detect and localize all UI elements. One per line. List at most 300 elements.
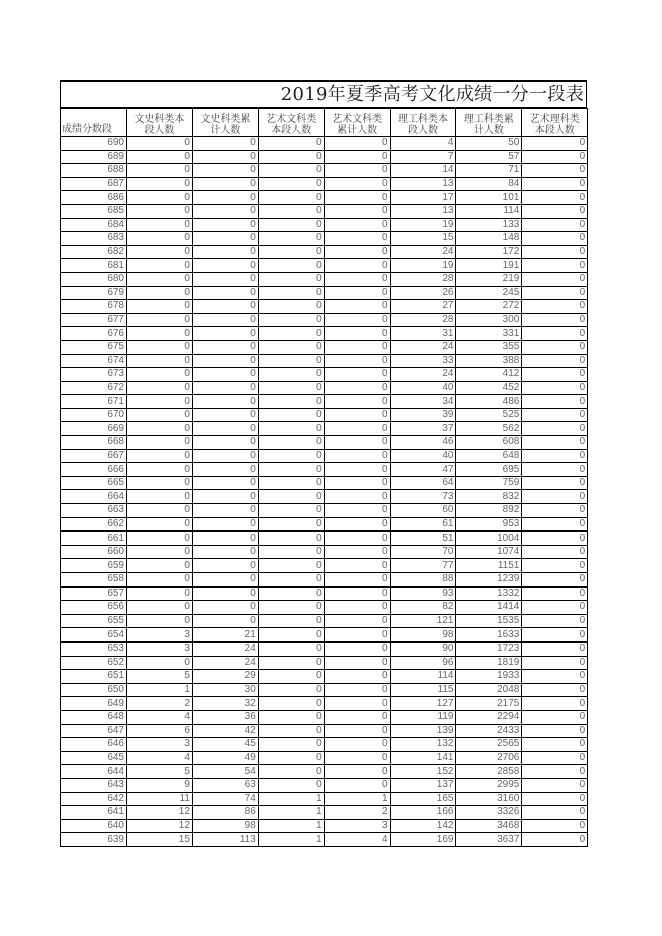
cell-art-science-segment[interactable]: 0 xyxy=(522,517,588,531)
cell-score[interactable]: 648 xyxy=(61,710,127,724)
cell-art-liberal-segment[interactable]: 0 xyxy=(258,587,324,601)
cell-art-liberal-segment[interactable]: 0 xyxy=(258,476,324,490)
cell-liberal-arts-segment[interactable]: 0 xyxy=(127,218,193,232)
cell-art-liberal-segment[interactable]: 0 xyxy=(258,724,324,738)
cell-science-segment[interactable]: 132 xyxy=(390,738,456,752)
header-art-liberal-cumulative[interactable]: 艺术文科类 累计人数 xyxy=(324,109,390,137)
cell-score[interactable]: 659 xyxy=(61,559,127,573)
cell-score[interactable]: 671 xyxy=(61,395,127,409)
cell-liberal-arts-cumulative[interactable]: 0 xyxy=(192,245,258,259)
cell-art-liberal-segment[interactable]: 0 xyxy=(258,422,324,436)
cell-liberal-arts-cumulative[interactable]: 0 xyxy=(192,259,258,273)
cell-score[interactable]: 690 xyxy=(61,137,127,151)
cell-liberal-arts-cumulative[interactable]: 0 xyxy=(192,218,258,232)
cell-science-cumulative[interactable]: 3160 xyxy=(456,792,522,806)
cell-science-segment[interactable]: 4 xyxy=(390,137,456,151)
cell-art-liberal-cumulative[interactable]: 0 xyxy=(324,751,390,765)
cell-science-segment[interactable]: 139 xyxy=(390,724,456,738)
cell-liberal-arts-segment[interactable]: 0 xyxy=(127,191,193,205)
cell-liberal-arts-segment[interactable]: 0 xyxy=(127,381,193,395)
cell-science-cumulative[interactable]: 1332 xyxy=(456,587,522,601)
cell-score[interactable]: 673 xyxy=(61,368,127,382)
cell-liberal-arts-segment[interactable]: 5 xyxy=(127,670,193,684)
cell-art-science-segment[interactable]: 0 xyxy=(522,587,588,601)
cell-art-science-segment[interactable]: 0 xyxy=(522,286,588,300)
cell-art-science-segment[interactable]: 0 xyxy=(522,531,588,545)
cell-science-segment[interactable]: 37 xyxy=(390,422,456,436)
cell-art-science-segment[interactable]: 0 xyxy=(522,614,588,628)
cell-score[interactable]: 685 xyxy=(61,204,127,218)
cell-liberal-arts-cumulative[interactable]: 0 xyxy=(192,150,258,164)
cell-art-liberal-segment[interactable]: 0 xyxy=(258,628,324,642)
cell-art-liberal-cumulative[interactable]: 0 xyxy=(324,177,390,191)
cell-art-liberal-cumulative[interactable]: 0 xyxy=(324,601,390,615)
cell-science-cumulative[interactable]: 1151 xyxy=(456,559,522,573)
cell-art-science-segment[interactable]: 0 xyxy=(522,724,588,738)
cell-liberal-arts-cumulative[interactable]: 24 xyxy=(192,642,258,656)
cell-art-science-segment[interactable]: 0 xyxy=(522,368,588,382)
cell-art-liberal-cumulative[interactable]: 0 xyxy=(324,204,390,218)
cell-art-liberal-cumulative[interactable]: 0 xyxy=(324,137,390,151)
cell-score[interactable]: 667 xyxy=(61,449,127,463)
cell-liberal-arts-cumulative[interactable]: 0 xyxy=(192,381,258,395)
cell-science-segment[interactable]: 77 xyxy=(390,559,456,573)
cell-liberal-arts-segment[interactable]: 0 xyxy=(127,232,193,246)
cell-liberal-arts-cumulative[interactable]: 63 xyxy=(192,778,258,792)
cell-art-science-segment[interactable]: 0 xyxy=(522,259,588,273)
cell-science-segment[interactable]: 47 xyxy=(390,463,456,477)
cell-score[interactable]: 639 xyxy=(61,833,127,847)
cell-art-science-segment[interactable]: 0 xyxy=(522,340,588,354)
cell-science-cumulative[interactable]: 300 xyxy=(456,313,522,327)
cell-score[interactable]: 649 xyxy=(61,697,127,711)
cell-art-liberal-segment[interactable]: 0 xyxy=(258,504,324,518)
cell-liberal-arts-segment[interactable]: 12 xyxy=(127,819,193,833)
cell-art-science-segment[interactable]: 0 xyxy=(522,476,588,490)
cell-science-cumulative[interactable]: 84 xyxy=(456,177,522,191)
cell-art-liberal-segment[interactable]: 0 xyxy=(258,286,324,300)
cell-liberal-arts-cumulative[interactable]: 0 xyxy=(192,272,258,286)
cell-science-segment[interactable]: 40 xyxy=(390,449,456,463)
cell-art-science-segment[interactable]: 0 xyxy=(522,204,588,218)
cell-science-cumulative[interactable]: 2706 xyxy=(456,751,522,765)
cell-science-cumulative[interactable]: 1723 xyxy=(456,642,522,656)
cell-science-segment[interactable]: 90 xyxy=(390,642,456,656)
cell-liberal-arts-segment[interactable]: 11 xyxy=(127,792,193,806)
cell-liberal-arts-segment[interactable]: 0 xyxy=(127,164,193,178)
cell-liberal-arts-segment[interactable]: 6 xyxy=(127,724,193,738)
cell-art-science-segment[interactable]: 0 xyxy=(522,177,588,191)
cell-art-liberal-cumulative[interactable]: 0 xyxy=(324,490,390,504)
cell-liberal-arts-segment[interactable]: 0 xyxy=(127,422,193,436)
cell-score[interactable]: 687 xyxy=(61,177,127,191)
cell-liberal-arts-segment[interactable]: 15 xyxy=(127,833,193,847)
cell-art-liberal-cumulative[interactable]: 4 xyxy=(324,833,390,847)
cell-science-cumulative[interactable]: 3326 xyxy=(456,806,522,820)
cell-liberal-arts-segment[interactable]: 1 xyxy=(127,683,193,697)
cell-science-cumulative[interactable]: 452 xyxy=(456,381,522,395)
cell-art-liberal-cumulative[interactable]: 3 xyxy=(324,819,390,833)
cell-art-liberal-cumulative[interactable]: 2 xyxy=(324,806,390,820)
cell-liberal-arts-segment[interactable]: 3 xyxy=(127,628,193,642)
cell-art-liberal-segment[interactable]: 0 xyxy=(258,232,324,246)
cell-score[interactable]: 658 xyxy=(61,573,127,587)
cell-liberal-arts-cumulative[interactable]: 49 xyxy=(192,751,258,765)
cell-art-liberal-cumulative[interactable]: 0 xyxy=(324,422,390,436)
cell-score[interactable]: 676 xyxy=(61,327,127,341)
cell-science-segment[interactable]: 137 xyxy=(390,778,456,792)
cell-liberal-arts-segment[interactable]: 0 xyxy=(127,587,193,601)
cell-liberal-arts-segment[interactable]: 0 xyxy=(127,531,193,545)
cell-art-liberal-cumulative[interactable]: 0 xyxy=(324,587,390,601)
cell-art-liberal-cumulative[interactable]: 0 xyxy=(324,559,390,573)
cell-liberal-arts-segment[interactable]: 0 xyxy=(127,354,193,368)
cell-science-cumulative[interactable]: 486 xyxy=(456,395,522,409)
cell-liberal-arts-segment[interactable]: 4 xyxy=(127,751,193,765)
cell-art-liberal-cumulative[interactable]: 0 xyxy=(324,191,390,205)
cell-score[interactable]: 675 xyxy=(61,340,127,354)
cell-science-cumulative[interactable]: 1933 xyxy=(456,670,522,684)
cell-art-liberal-segment[interactable]: 0 xyxy=(258,137,324,151)
cell-score[interactable]: 677 xyxy=(61,313,127,327)
cell-art-science-segment[interactable]: 0 xyxy=(522,751,588,765)
cell-art-liberal-cumulative[interactable]: 0 xyxy=(324,517,390,531)
cell-science-cumulative[interactable]: 2048 xyxy=(456,683,522,697)
cell-art-science-segment[interactable]: 0 xyxy=(522,164,588,178)
cell-art-liberal-cumulative[interactable]: 0 xyxy=(324,272,390,286)
cell-liberal-arts-segment[interactable]: 9 xyxy=(127,778,193,792)
cell-art-liberal-cumulative[interactable]: 0 xyxy=(324,300,390,314)
cell-score[interactable]: 650 xyxy=(61,683,127,697)
cell-science-segment[interactable]: 96 xyxy=(390,656,456,670)
cell-science-segment[interactable]: 40 xyxy=(390,381,456,395)
cell-art-liberal-cumulative[interactable]: 0 xyxy=(324,327,390,341)
cell-science-segment[interactable]: 28 xyxy=(390,313,456,327)
cell-art-liberal-segment[interactable]: 0 xyxy=(258,642,324,656)
cell-liberal-arts-segment[interactable]: 0 xyxy=(127,259,193,273)
cell-science-segment[interactable]: 119 xyxy=(390,710,456,724)
cell-art-science-segment[interactable]: 0 xyxy=(522,738,588,752)
cell-liberal-arts-cumulative[interactable]: 0 xyxy=(192,422,258,436)
cell-liberal-arts-segment[interactable]: 0 xyxy=(127,490,193,504)
cell-art-science-segment[interactable]: 0 xyxy=(522,545,588,559)
cell-art-liberal-segment[interactable]: 0 xyxy=(258,656,324,670)
cell-score[interactable]: 641 xyxy=(61,806,127,820)
cell-art-liberal-cumulative[interactable]: 0 xyxy=(324,545,390,559)
cell-art-science-segment[interactable]: 0 xyxy=(522,683,588,697)
cell-liberal-arts-segment[interactable]: 4 xyxy=(127,710,193,724)
cell-score[interactable]: 668 xyxy=(61,436,127,450)
cell-liberal-arts-segment[interactable]: 0 xyxy=(127,204,193,218)
cell-art-liberal-segment[interactable]: 0 xyxy=(258,259,324,273)
cell-art-liberal-cumulative[interactable]: 0 xyxy=(324,150,390,164)
cell-liberal-arts-cumulative[interactable]: 0 xyxy=(192,395,258,409)
cell-science-cumulative[interactable]: 953 xyxy=(456,517,522,531)
cell-score[interactable]: 679 xyxy=(61,286,127,300)
cell-liberal-arts-segment[interactable]: 0 xyxy=(127,340,193,354)
cell-art-science-segment[interactable]: 0 xyxy=(522,710,588,724)
cell-art-liberal-cumulative[interactable]: 0 xyxy=(324,259,390,273)
cell-liberal-arts-cumulative[interactable]: 54 xyxy=(192,765,258,779)
cell-score[interactable]: 651 xyxy=(61,670,127,684)
cell-liberal-arts-segment[interactable]: 0 xyxy=(127,408,193,422)
cell-liberal-arts-segment[interactable]: 0 xyxy=(127,601,193,615)
cell-art-liberal-cumulative[interactable]: 0 xyxy=(324,449,390,463)
cell-liberal-arts-cumulative[interactable]: 0 xyxy=(192,327,258,341)
cell-science-segment[interactable]: 28 xyxy=(390,272,456,286)
cell-liberal-arts-cumulative[interactable]: 0 xyxy=(192,614,258,628)
cell-liberal-arts-cumulative[interactable]: 42 xyxy=(192,724,258,738)
cell-science-segment[interactable]: 61 xyxy=(390,517,456,531)
cell-science-cumulative[interactable]: 148 xyxy=(456,232,522,246)
cell-art-liberal-segment[interactable]: 0 xyxy=(258,354,324,368)
cell-science-segment[interactable]: 27 xyxy=(390,300,456,314)
cell-liberal-arts-cumulative[interactable]: 0 xyxy=(192,449,258,463)
cell-science-segment[interactable]: 64 xyxy=(390,476,456,490)
cell-liberal-arts-cumulative[interactable]: 0 xyxy=(192,232,258,246)
cell-science-cumulative[interactable]: 2565 xyxy=(456,738,522,752)
cell-art-science-segment[interactable]: 0 xyxy=(522,642,588,656)
cell-art-science-segment[interactable]: 0 xyxy=(522,601,588,615)
cell-art-liberal-cumulative[interactable]: 0 xyxy=(324,724,390,738)
cell-score[interactable]: 674 xyxy=(61,354,127,368)
cell-score[interactable]: 678 xyxy=(61,300,127,314)
cell-art-science-segment[interactable]: 0 xyxy=(522,573,588,587)
header-score-range[interactable]: 成绩分数段 xyxy=(61,109,127,137)
cell-science-cumulative[interactable]: 71 xyxy=(456,164,522,178)
cell-score[interactable]: 643 xyxy=(61,778,127,792)
cell-science-segment[interactable]: 24 xyxy=(390,245,456,259)
cell-liberal-arts-cumulative[interactable]: 0 xyxy=(192,601,258,615)
cell-liberal-arts-segment[interactable]: 0 xyxy=(127,449,193,463)
header-science-segment[interactable]: 理工科类本 段人数 xyxy=(390,109,456,137)
cell-art-liberal-cumulative[interactable]: 0 xyxy=(324,408,390,422)
cell-science-cumulative[interactable]: 1819 xyxy=(456,656,522,670)
cell-art-liberal-segment[interactable]: 0 xyxy=(258,204,324,218)
cell-science-segment[interactable]: 98 xyxy=(390,628,456,642)
cell-score[interactable]: 664 xyxy=(61,490,127,504)
cell-art-liberal-cumulative[interactable]: 0 xyxy=(324,628,390,642)
cell-science-segment[interactable]: 142 xyxy=(390,819,456,833)
cell-science-cumulative[interactable]: 608 xyxy=(456,436,522,450)
cell-liberal-arts-cumulative[interactable]: 32 xyxy=(192,697,258,711)
cell-art-liberal-segment[interactable]: 0 xyxy=(258,449,324,463)
cell-art-science-segment[interactable]: 0 xyxy=(522,697,588,711)
cell-score[interactable]: 661 xyxy=(61,531,127,545)
cell-score[interactable]: 662 xyxy=(61,517,127,531)
cell-art-science-segment[interactable]: 0 xyxy=(522,137,588,151)
cell-art-liberal-cumulative[interactable]: 0 xyxy=(324,765,390,779)
cell-liberal-arts-cumulative[interactable]: 0 xyxy=(192,204,258,218)
cell-art-liberal-segment[interactable]: 0 xyxy=(258,436,324,450)
cell-art-liberal-segment[interactable]: 0 xyxy=(258,272,324,286)
cell-score[interactable]: 646 xyxy=(61,738,127,752)
cell-score[interactable]: 645 xyxy=(61,751,127,765)
header-science-cumulative[interactable]: 理工科类累 计人数 xyxy=(456,109,522,137)
cell-liberal-arts-segment[interactable]: 0 xyxy=(127,504,193,518)
cell-science-cumulative[interactable]: 2175 xyxy=(456,697,522,711)
cell-art-liberal-cumulative[interactable]: 0 xyxy=(324,504,390,518)
cell-science-cumulative[interactable]: 1074 xyxy=(456,545,522,559)
cell-score[interactable]: 682 xyxy=(61,245,127,259)
cell-liberal-arts-cumulative[interactable]: 30 xyxy=(192,683,258,697)
cell-art-science-segment[interactable]: 0 xyxy=(522,354,588,368)
cell-science-segment[interactable]: 152 xyxy=(390,765,456,779)
cell-art-liberal-cumulative[interactable]: 0 xyxy=(324,164,390,178)
cell-score[interactable]: 669 xyxy=(61,422,127,436)
cell-score[interactable]: 663 xyxy=(61,504,127,518)
cell-science-cumulative[interactable]: 355 xyxy=(456,340,522,354)
cell-liberal-arts-segment[interactable]: 0 xyxy=(127,177,193,191)
cell-science-cumulative[interactable]: 2433 xyxy=(456,724,522,738)
cell-liberal-arts-cumulative[interactable]: 0 xyxy=(192,531,258,545)
cell-science-cumulative[interactable]: 832 xyxy=(456,490,522,504)
cell-art-science-segment[interactable]: 0 xyxy=(522,792,588,806)
cell-art-science-segment[interactable]: 0 xyxy=(522,408,588,422)
cell-liberal-arts-cumulative[interactable]: 0 xyxy=(192,436,258,450)
cell-score[interactable]: 686 xyxy=(61,191,127,205)
cell-liberal-arts-cumulative[interactable]: 74 xyxy=(192,792,258,806)
cell-liberal-arts-segment[interactable]: 0 xyxy=(127,559,193,573)
cell-art-liberal-segment[interactable]: 0 xyxy=(258,751,324,765)
cell-art-liberal-segment[interactable]: 0 xyxy=(258,327,324,341)
cell-art-liberal-cumulative[interactable]: 0 xyxy=(324,368,390,382)
cell-science-segment[interactable]: 7 xyxy=(390,150,456,164)
cell-score[interactable]: 654 xyxy=(61,628,127,642)
cell-liberal-arts-segment[interactable]: 0 xyxy=(127,300,193,314)
cell-liberal-arts-cumulative[interactable]: 0 xyxy=(192,587,258,601)
cell-art-liberal-cumulative[interactable]: 0 xyxy=(324,683,390,697)
cell-liberal-arts-cumulative[interactable]: 0 xyxy=(192,545,258,559)
cell-liberal-arts-segment[interactable]: 3 xyxy=(127,642,193,656)
cell-art-liberal-segment[interactable]: 0 xyxy=(258,614,324,628)
cell-science-cumulative[interactable]: 695 xyxy=(456,463,522,477)
cell-science-cumulative[interactable]: 245 xyxy=(456,286,522,300)
cell-art-liberal-segment[interactable]: 0 xyxy=(258,559,324,573)
cell-liberal-arts-cumulative[interactable]: 0 xyxy=(192,313,258,327)
cell-science-cumulative[interactable]: 1633 xyxy=(456,628,522,642)
cell-art-liberal-segment[interactable]: 0 xyxy=(258,765,324,779)
cell-science-cumulative[interactable]: 759 xyxy=(456,476,522,490)
cell-science-segment[interactable]: 165 xyxy=(390,792,456,806)
cell-liberal-arts-segment[interactable]: 0 xyxy=(127,286,193,300)
cell-liberal-arts-cumulative[interactable]: 0 xyxy=(192,368,258,382)
cell-liberal-arts-cumulative[interactable]: 0 xyxy=(192,559,258,573)
cell-liberal-arts-segment[interactable]: 3 xyxy=(127,738,193,752)
cell-art-liberal-segment[interactable]: 1 xyxy=(258,792,324,806)
cell-liberal-arts-cumulative[interactable]: 0 xyxy=(192,504,258,518)
cell-art-liberal-segment[interactable]: 0 xyxy=(258,164,324,178)
cell-science-segment[interactable]: 15 xyxy=(390,232,456,246)
cell-liberal-arts-segment[interactable]: 0 xyxy=(127,272,193,286)
cell-score[interactable]: 684 xyxy=(61,218,127,232)
cell-liberal-arts-cumulative[interactable]: 0 xyxy=(192,408,258,422)
cell-liberal-arts-cumulative[interactable]: 24 xyxy=(192,656,258,670)
cell-science-cumulative[interactable]: 172 xyxy=(456,245,522,259)
cell-science-segment[interactable]: 31 xyxy=(390,327,456,341)
cell-score[interactable]: 660 xyxy=(61,545,127,559)
cell-science-cumulative[interactable]: 1004 xyxy=(456,531,522,545)
cell-science-segment[interactable]: 14 xyxy=(390,164,456,178)
cell-liberal-arts-cumulative[interactable]: 0 xyxy=(192,463,258,477)
cell-liberal-arts-cumulative[interactable]: 0 xyxy=(192,476,258,490)
cell-score[interactable]: 657 xyxy=(61,587,127,601)
cell-art-science-segment[interactable]: 0 xyxy=(522,765,588,779)
cell-science-cumulative[interactable]: 388 xyxy=(456,354,522,368)
cell-art-liberal-cumulative[interactable]: 0 xyxy=(324,354,390,368)
cell-liberal-arts-segment[interactable]: 0 xyxy=(127,463,193,477)
cell-art-science-segment[interactable]: 0 xyxy=(522,490,588,504)
cell-science-cumulative[interactable]: 331 xyxy=(456,327,522,341)
cell-science-cumulative[interactable]: 2294 xyxy=(456,710,522,724)
cell-science-segment[interactable]: 24 xyxy=(390,340,456,354)
cell-science-segment[interactable]: 46 xyxy=(390,436,456,450)
cell-art-liberal-cumulative[interactable]: 0 xyxy=(324,232,390,246)
cell-art-liberal-segment[interactable]: 0 xyxy=(258,697,324,711)
cell-score[interactable]: 683 xyxy=(61,232,127,246)
cell-art-liberal-segment[interactable]: 0 xyxy=(258,490,324,504)
cell-science-segment[interactable]: 141 xyxy=(390,751,456,765)
cell-art-liberal-segment[interactable]: 0 xyxy=(258,531,324,545)
cell-liberal-arts-cumulative[interactable]: 113 xyxy=(192,833,258,847)
cell-science-segment[interactable]: 169 xyxy=(390,833,456,847)
cell-art-science-segment[interactable]: 0 xyxy=(522,504,588,518)
cell-art-liberal-cumulative[interactable]: 0 xyxy=(324,531,390,545)
cell-art-liberal-segment[interactable]: 1 xyxy=(258,806,324,820)
cell-liberal-arts-cumulative[interactable]: 0 xyxy=(192,517,258,531)
cell-score[interactable]: 640 xyxy=(61,819,127,833)
cell-science-cumulative[interactable]: 1535 xyxy=(456,614,522,628)
cell-liberal-arts-segment[interactable]: 0 xyxy=(127,137,193,151)
cell-science-segment[interactable]: 17 xyxy=(390,191,456,205)
cell-art-liberal-segment[interactable]: 0 xyxy=(258,778,324,792)
cell-liberal-arts-cumulative[interactable]: 0 xyxy=(192,191,258,205)
cell-art-science-segment[interactable]: 0 xyxy=(522,218,588,232)
cell-liberal-arts-cumulative[interactable]: 0 xyxy=(192,164,258,178)
cell-science-segment[interactable]: 127 xyxy=(390,697,456,711)
cell-art-science-segment[interactable]: 0 xyxy=(522,245,588,259)
cell-science-segment[interactable]: 13 xyxy=(390,177,456,191)
cell-science-segment[interactable]: 70 xyxy=(390,545,456,559)
cell-score[interactable]: 672 xyxy=(61,381,127,395)
cell-art-science-segment[interactable]: 0 xyxy=(522,381,588,395)
cell-score[interactable]: 653 xyxy=(61,642,127,656)
cell-art-science-segment[interactable]: 0 xyxy=(522,656,588,670)
cell-art-liberal-segment[interactable]: 0 xyxy=(258,738,324,752)
cell-science-segment[interactable]: 33 xyxy=(390,354,456,368)
cell-art-liberal-segment[interactable]: 1 xyxy=(258,833,324,847)
cell-science-cumulative[interactable]: 219 xyxy=(456,272,522,286)
cell-score[interactable]: 681 xyxy=(61,259,127,273)
header-liberal-arts-cumulative[interactable]: 文史科类累 计人数 xyxy=(192,109,258,137)
cell-art-liberal-segment[interactable]: 0 xyxy=(258,601,324,615)
cell-art-liberal-segment[interactable]: 0 xyxy=(258,191,324,205)
cell-score[interactable]: 665 xyxy=(61,476,127,490)
cell-science-segment[interactable]: 13 xyxy=(390,204,456,218)
cell-liberal-arts-cumulative[interactable]: 98 xyxy=(192,819,258,833)
cell-liberal-arts-segment[interactable]: 0 xyxy=(127,245,193,259)
cell-art-science-segment[interactable]: 0 xyxy=(522,806,588,820)
cell-science-segment[interactable]: 73 xyxy=(390,490,456,504)
cell-science-segment[interactable]: 93 xyxy=(390,587,456,601)
cell-science-segment[interactable]: 26 xyxy=(390,286,456,300)
cell-art-science-segment[interactable]: 0 xyxy=(522,819,588,833)
cell-liberal-arts-segment[interactable]: 2 xyxy=(127,697,193,711)
cell-art-science-segment[interactable]: 0 xyxy=(522,422,588,436)
cell-liberal-arts-segment[interactable]: 0 xyxy=(127,545,193,559)
cell-art-liberal-cumulative[interactable]: 0 xyxy=(324,340,390,354)
cell-science-cumulative[interactable]: 1239 xyxy=(456,573,522,587)
